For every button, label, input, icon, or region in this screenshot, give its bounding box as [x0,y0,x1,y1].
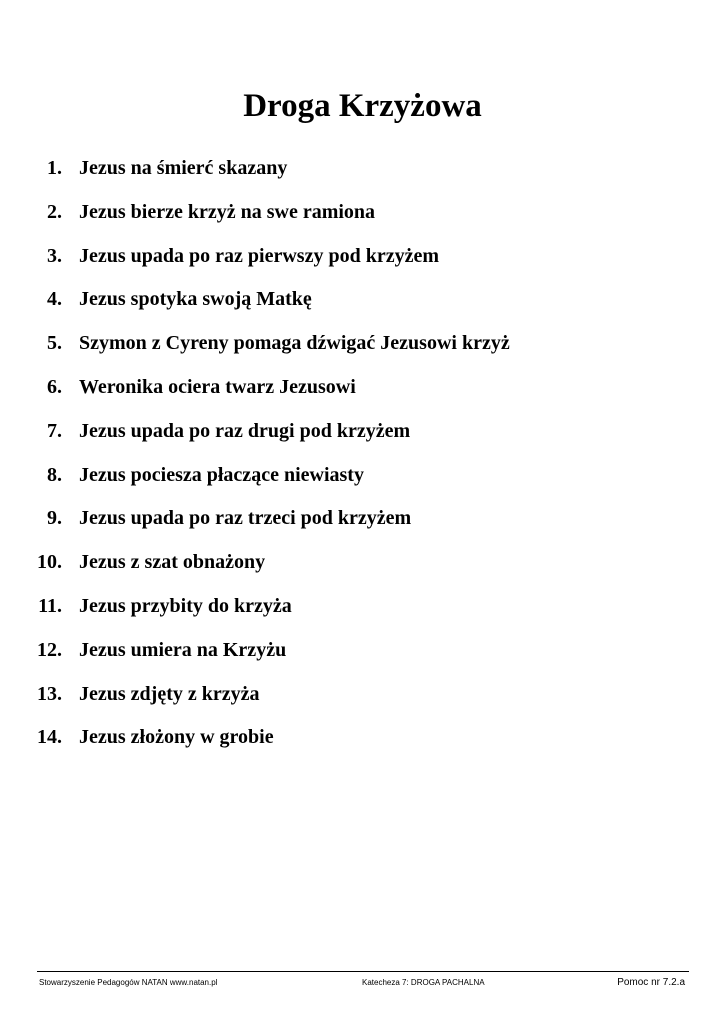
station-text: Jezus upada po raz trzeci pod krzyżem [79,507,412,530]
station-text: Jezus na śmierć skazany [79,157,288,179]
list-item [0,634,725,678]
list-item [0,502,725,546]
station-number: 11. [38,594,62,617]
list-item [0,678,725,722]
station-text: Jezus z szat obnażony [79,551,266,574]
station-number: 9. [47,507,62,530]
station-number: 5. [47,332,62,355]
stations-list [0,152,725,765]
list-item [0,196,725,240]
footer-publisher: Stowarzyszenie Pedagogów NATAN www.natan.pl [39,978,218,987]
station-text: Jezus przybity do krzyża [79,594,292,617]
list-item [0,546,725,590]
station-text: Jezus upada po raz pierwszy pod krzyżem [79,244,439,267]
list-item [0,459,725,503]
station-text: Jezus bierze krzyż na swe ramiona [79,200,376,223]
station-number: 12. [37,638,62,661]
list-item [0,371,725,415]
station-number: 3. [47,244,62,267]
page-footer [37,976,689,990]
station-text: Weronika ociera twarz Jezusowi [79,375,356,398]
station-number: 4. [47,288,62,311]
station-text: Jezus pociesza płaczące niewiasty [79,463,364,486]
list-item [0,721,725,765]
list-item [0,590,725,634]
footer-lesson-title: Katecheza 7: DROGA PACHALNA [362,978,485,987]
station-number: 2. [47,200,62,223]
list-item [0,283,725,327]
station-text: Jezus upada po raz drugi pod krzyżem [79,419,411,442]
list-item [0,327,725,371]
list-item [0,415,725,459]
footer-page-code: Pomoc nr 7.2.a [617,977,685,988]
station-text: Jezus zdjęty z krzyża [79,682,260,705]
station-text: Jezus umiera na Krzyżu [79,638,287,661]
station-text: Jezus spotyka swoją Matkę [79,288,312,311]
list-item [0,240,725,284]
list-item [0,152,725,196]
station-text: Jezus złożony w grobie [79,726,274,749]
station-text: Szymon z Cyreny pomaga dźwigać Jezusowi krzyż [79,332,510,355]
station-number: 8. [47,463,62,486]
station-number: 13. [37,682,62,705]
station-number: 10. [37,551,62,574]
station-number: 14. [37,726,62,749]
page-title: Droga Krzyżowa [243,88,482,125]
station-number: 7. [47,419,62,442]
station-number: 6. [47,375,62,398]
footer-divider [37,971,689,972]
station-number: 1. [47,157,62,179]
